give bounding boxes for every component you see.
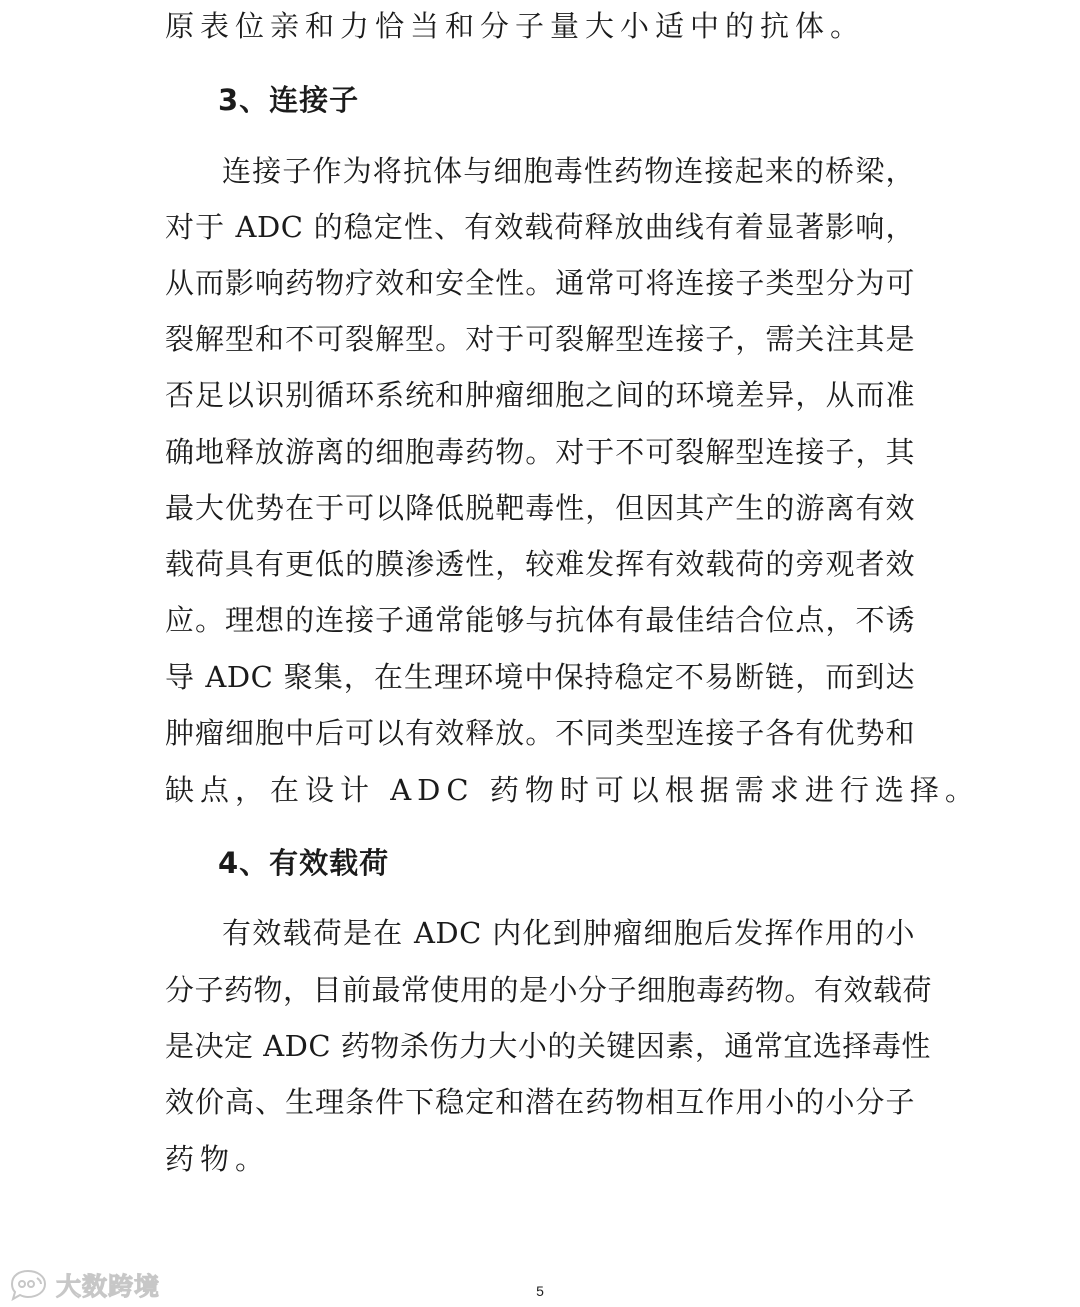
paragraph-line: 载荷具有更低的膜渗透性，较难发挥有效载荷的旁观者效 xyxy=(165,547,915,581)
paragraph-line: 连接子作为将抗体与细胞毒性药物连接起来的桥梁， xyxy=(222,154,915,188)
section-heading-payload: 4、有效载荷 xyxy=(218,846,390,880)
paragraph-line: 确地释放游离的细胞毒药物。对于不可裂解型连接子，其 xyxy=(165,435,915,469)
paragraph-line: 从而影响药物疗效和安全性。通常可将连接子类型分为可 xyxy=(165,266,915,300)
paragraph-line: 最大优势在于可以降低脱靶毒性，但因其产生的游离有效 xyxy=(165,491,915,525)
paragraph-line: 药物。 xyxy=(165,1142,271,1176)
paragraph-line: 是决定 ADC 药物杀伤力大小的关键因素，通常宜选择毒性 xyxy=(165,1029,931,1063)
page-number: 5 xyxy=(536,1283,544,1299)
paragraph-line: 原表位亲和力恰当和分子量大小适中的抗体。 xyxy=(165,9,866,43)
paragraph-line: 分子药物，目前最常使用的是小分子细胞毒药物。有效载荷 xyxy=(165,973,933,1007)
paragraph-line: 缺点，在设计 ADC 药物时可以根据需求进行选择。 xyxy=(165,773,980,807)
paragraph-line: 导 ADC 聚集，在生理环境中保持稳定不易断链，而到达 xyxy=(165,660,915,694)
paragraph-line: 否足以识别循环系统和肿瘤细胞之间的环境差异，从而准 xyxy=(165,378,915,412)
paragraph-line: 应。理想的连接子通常能够与抗体有最佳结合位点，不诱 xyxy=(165,603,915,637)
paragraph-line: 对于 ADC 的稳定性、有效载荷释放曲线有着显著影响， xyxy=(165,210,915,244)
chat-bubble-logo-icon xyxy=(6,1268,52,1302)
paragraph-line: 效价高、生理条件下稳定和潜在药物相互作用小的小分子 xyxy=(165,1085,915,1119)
paragraph-line: 有效载荷是在 ADC 内化到肿瘤细胞后发挥作用的小 xyxy=(222,916,915,950)
paragraph-line: 肿瘤细胞中后可以有效释放。不同类型连接子各有优势和 xyxy=(165,716,915,750)
watermark-text: 大数跨境 xyxy=(56,1272,161,1301)
watermark xyxy=(6,1266,160,1304)
section-heading-linker: 3、连接子 xyxy=(218,83,360,117)
paragraph-line: 裂解型和不可裂解型。对于可裂解型连接子，需关注其是 xyxy=(165,322,915,356)
